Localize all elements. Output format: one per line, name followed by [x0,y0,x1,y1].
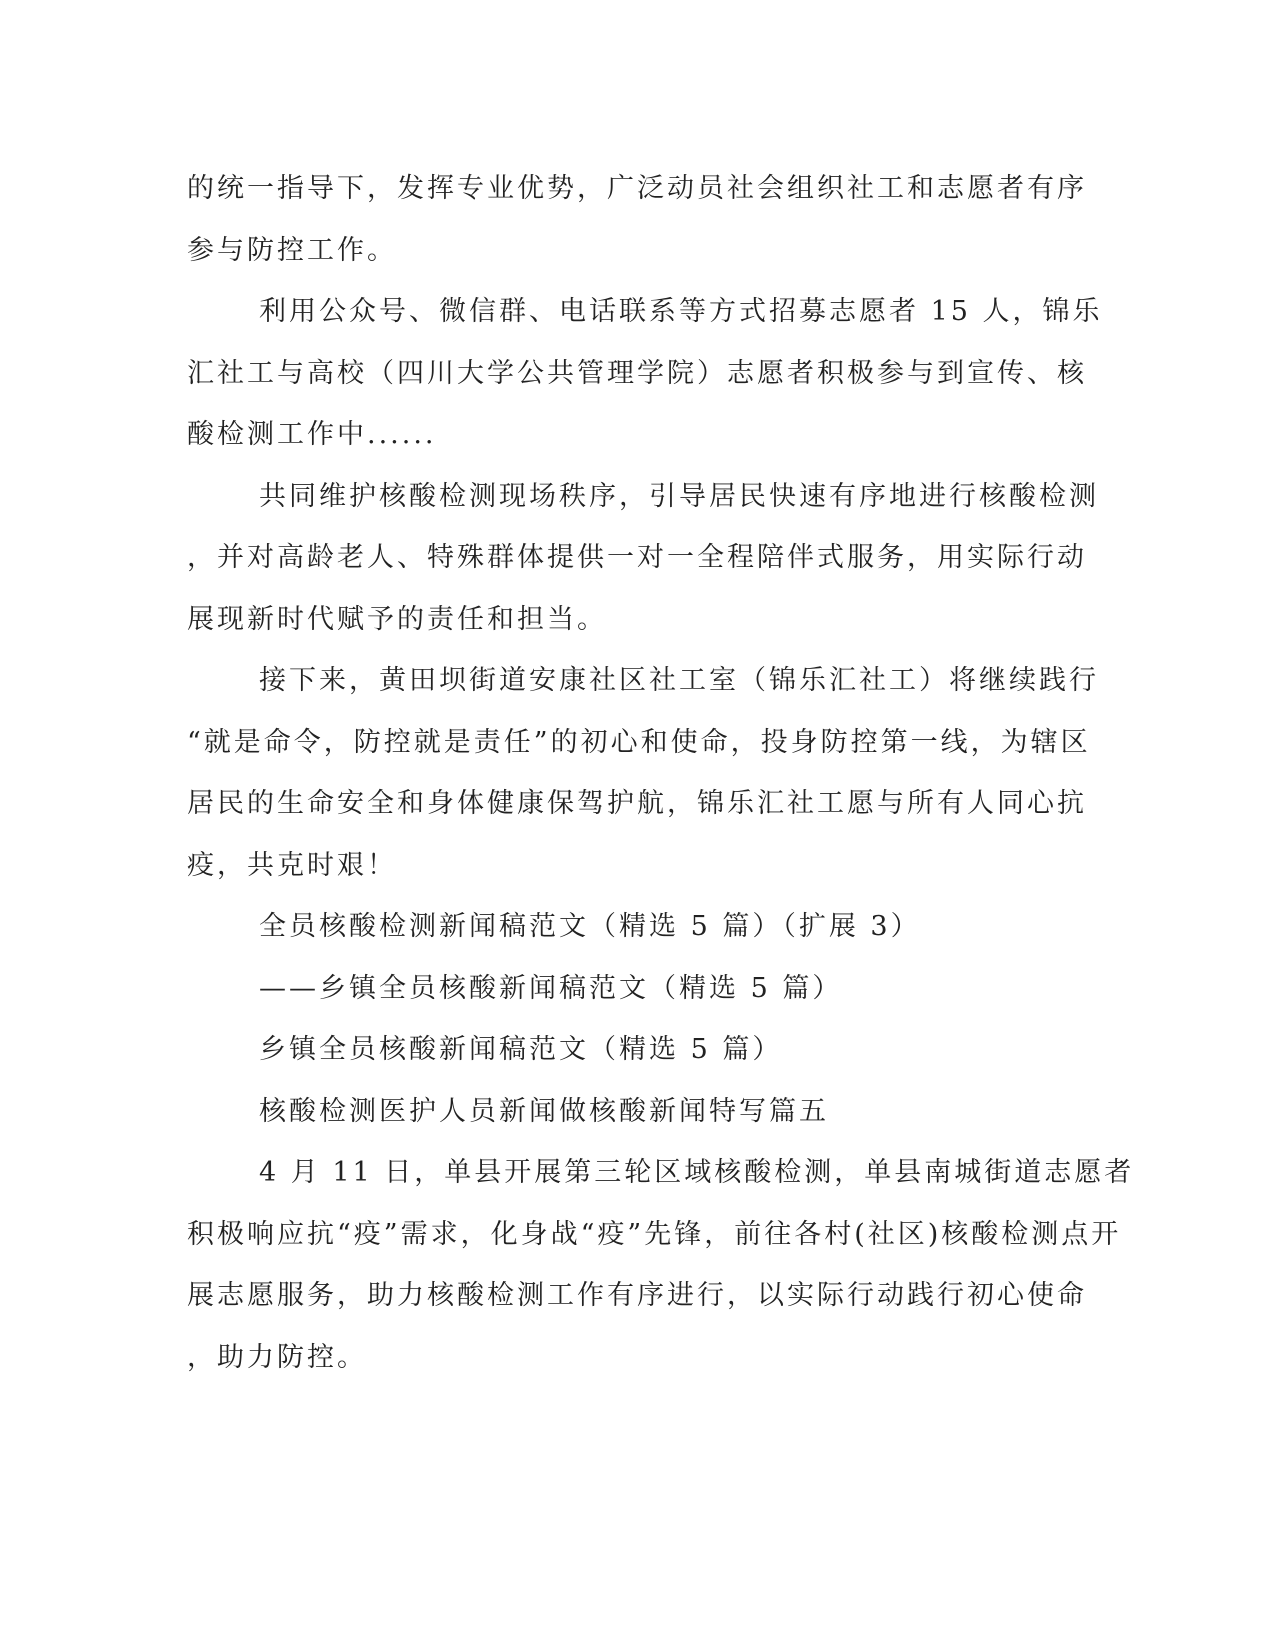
text-line: 居民的生命安全和身体健康保驾护航，锦乐汇社工愿与所有人同心抗 [187,788,1087,819]
text-line: 利用公众号、微信群、电话联系等方式招募志愿者 15 人，锦乐 [259,296,1103,327]
text-line: 参与防控工作。 [187,234,397,266]
text-line: “就是命令，防控就是责任”的初心和使命，投身防控第一线，为辖区 [187,726,1091,758]
text-line: 4 月 11 日，单县开展第三轮区域核酸检测，单县南城街道志愿者 [259,1157,1135,1188]
text-line: ，并对高龄老人、特殊群体提供一对一全程陪伴式服务，用实际行动 [187,542,1087,573]
document-body [187,158,1135,1388]
text-line: 的统一指导下，发挥专业优势，广泛动员社会组织社工和志愿者有序 [187,173,1087,204]
section-heading: 乡镇全员核酸新闻稿范文（精选 5 篇） [259,1034,783,1065]
text-line: 接下来，黄田坝街道安康社区社工室（锦乐汇社工）将继续践行 [259,665,1099,696]
text-line: 展志愿服务，助力核酸检测工作有序进行，以实际行动践行初心使命 [187,1280,1087,1311]
section-heading: ——乡镇全员核酸新闻稿范文（精选 5 篇） [259,972,843,1004]
section-heading: 核酸检测医护人员新闻做核酸新闻特写篇五 [259,1095,829,1127]
text-line: ，助力防控。 [187,1341,367,1373]
text-line: 疫，共克时艰！ [187,849,397,881]
text-line: 酸检测工作中...... [187,419,437,450]
text-line: 汇社工与高校（四川大学公共管理学院）志愿者积极参与到宣传、核 [187,357,1087,389]
text-line: 积极响应抗“疫”需求，化身战“疫”先锋，前往各村(社区)核酸检测点开 [187,1218,1122,1250]
text-line: 共同维护核酸检测现场秩序，引导居民快速有序地进行核酸检测 [259,480,1099,512]
section-heading: 全员核酸检测新闻稿范文（精选 5 篇）（扩展 3） [259,911,921,942]
text-line: 展现新时代赋予的责任和担当。 [187,603,607,635]
